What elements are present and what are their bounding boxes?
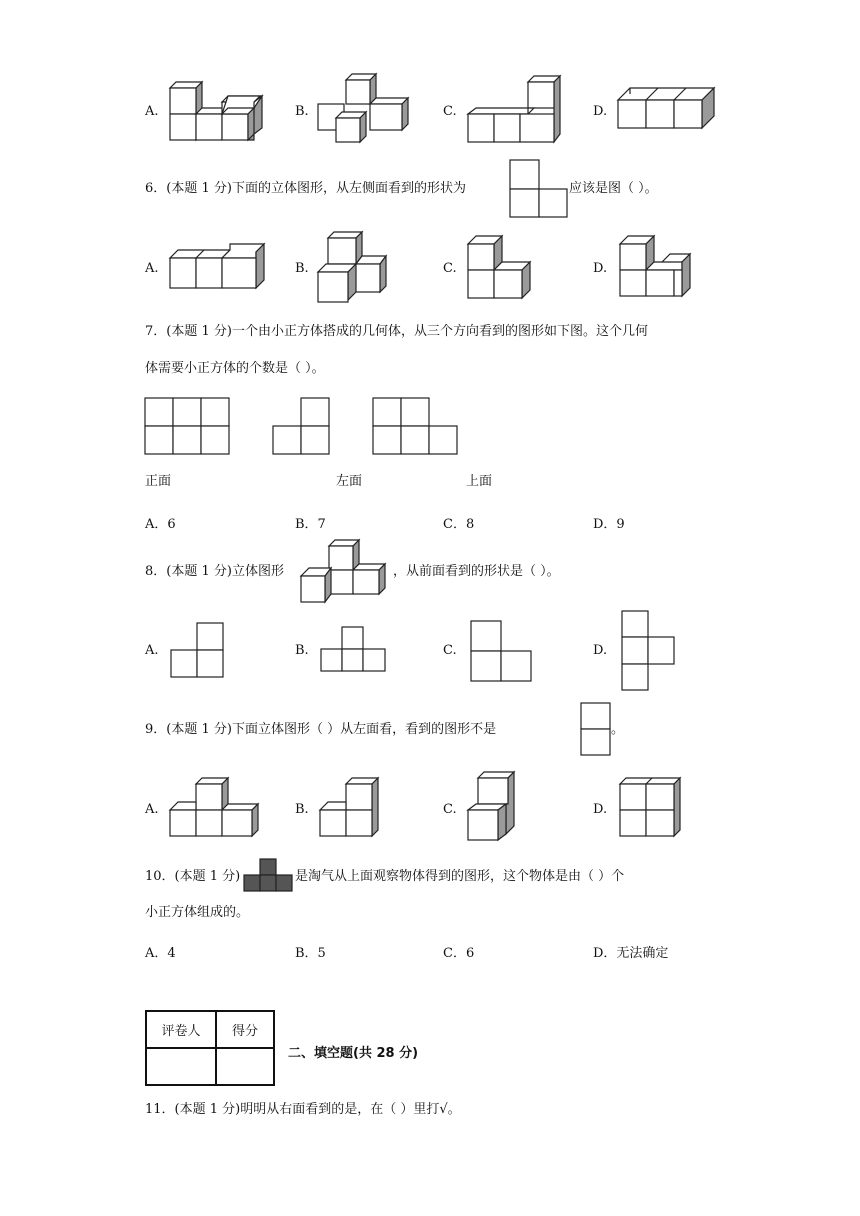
- q10-line2: 小正方体组成的。: [145, 905, 250, 920]
- q10-option-d[interactable]: D．无法确定: [593, 946, 669, 961]
- q10-text-before: 10．(本题 1 分): [145, 869, 241, 884]
- q8-solid-figure: [297, 536, 391, 606]
- q10-text-after: 是淘气从上面观察物体得到的图形，这个物体是由（ ）个: [295, 869, 625, 884]
- q7-option-c[interactable]: C．8: [443, 517, 475, 532]
- q8-text-before: 8．(本题 1 分)立体图形: [145, 564, 284, 579]
- q7-option-a[interactable]: A．6: [145, 517, 176, 532]
- q7-view-top-label: 上面: [466, 474, 493, 489]
- grading-table: [145, 1010, 275, 1086]
- q6-option-b-label: B.: [295, 261, 309, 276]
- q5-option-a-label: A.: [145, 104, 159, 119]
- q5-option-d-label: D.: [593, 104, 608, 119]
- grader-header: 评卷人: [146, 1011, 216, 1048]
- q9-option-c-label: C.: [443, 802, 457, 817]
- q9-option-b-figure: [318, 774, 386, 840]
- q6-option-d-label: D.: [593, 261, 608, 276]
- q9-text-after: 。: [611, 722, 625, 737]
- q11-text: 11．(本题 1 分)明明从右面看到的是，在（ ）里打√。: [145, 1102, 461, 1117]
- q6-text-before: 6．(本题 1 分)下面的立体图形，从左侧面看到的形状为: [145, 181, 466, 196]
- q7-line2: 体需要小正方体的个数是（ ）。: [145, 361, 325, 376]
- q6-option-b-figure: [316, 230, 396, 304]
- q5-option-b-label: B.: [295, 104, 309, 119]
- q7-option-b[interactable]: B．7: [295, 517, 326, 532]
- q8-option-a-label: A.: [145, 643, 159, 658]
- q6-option-c-figure: [466, 234, 536, 302]
- q6-option-a-figure: [168, 240, 272, 292]
- q10-top-view-shape: [243, 858, 295, 892]
- q7-line1: 7．(本题 1 分)一个由小正方体搭成的几何体，从三个方向看到的图形如下图。这个几何: [145, 324, 648, 339]
- q9-option-a-figure: [168, 774, 264, 840]
- q7-top-view: [372, 397, 460, 455]
- q5-option-b-figure: [316, 72, 412, 146]
- q8-option-d-label: D.: [593, 643, 608, 658]
- q7-left-view: [272, 397, 332, 455]
- q6-option-c-label: C.: [443, 261, 457, 276]
- q9-option-b-label: B.: [295, 802, 309, 817]
- q7-option-d[interactable]: D．9: [593, 517, 625, 532]
- grader-cell[interactable]: [146, 1048, 216, 1085]
- q10-option-b[interactable]: B．5: [295, 946, 326, 961]
- q10-option-c[interactable]: C．6: [443, 946, 475, 961]
- q6-option-a-label: A.: [145, 261, 159, 276]
- q6-left-view-shape: [509, 158, 569, 218]
- q7-view-front-label: 正面: [145, 474, 172, 489]
- q9-option-a-label: A.: [145, 802, 159, 817]
- q6-option-d-figure: [618, 234, 694, 302]
- q6-text-after: 应该是图（ ）。: [569, 181, 658, 196]
- q8-option-c-label: C.: [443, 643, 457, 658]
- q5-option-a-figure: [168, 76, 268, 144]
- q8-option-b-figure: [319, 626, 389, 672]
- q5-option-c-figure: [466, 72, 570, 146]
- q10-option-a[interactable]: A．4: [145, 946, 176, 961]
- q9-reference-shape: [580, 702, 612, 756]
- q7-front-view: [144, 397, 230, 455]
- q9-option-d-label: D.: [593, 802, 608, 817]
- q7-view-left-label: 左面: [336, 474, 363, 489]
- q8-option-a-figure: [170, 622, 226, 680]
- q8-option-c-figure: [470, 620, 534, 682]
- score-cell[interactable]: [216, 1048, 274, 1085]
- q8-option-d-figure: [621, 610, 677, 692]
- q9-option-c-figure: [466, 770, 518, 844]
- q9-text-before: 9．(本题 1 分)下面立体图形（ ）从左面看，看到的图形不是: [145, 722, 497, 737]
- q5-option-d-figure: [616, 84, 720, 136]
- section2-title: 二、填空题(共 28 分): [288, 1046, 419, 1061]
- q5-option-c-label: C.: [443, 104, 457, 119]
- q9-option-d-figure: [618, 774, 688, 840]
- score-header: 得分: [216, 1011, 274, 1048]
- q8-option-b-label: B.: [295, 643, 309, 658]
- q8-text-after: ，从前面看到的形状是（ ）。: [393, 564, 560, 579]
